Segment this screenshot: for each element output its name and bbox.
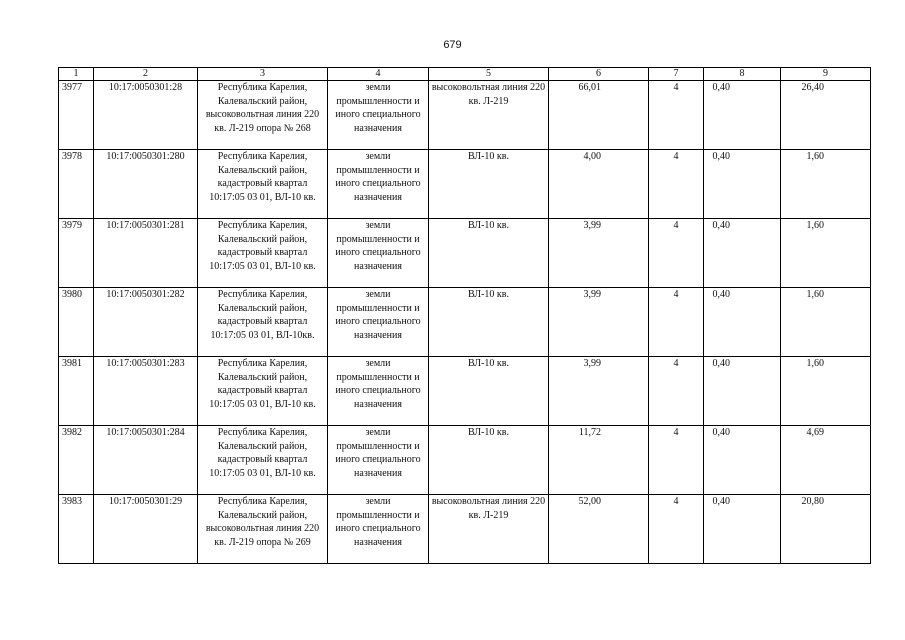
table-row (59, 357, 871, 426)
object-name-cell: ВЛ-10 кв. (429, 219, 549, 288)
rate-cell: 0,40 (704, 495, 781, 564)
coefficient-cell: 4 (649, 357, 704, 426)
rate-cell: 0,40 (704, 219, 781, 288)
coefficient-cell: 4 (649, 219, 704, 288)
rate-cell: 0,40 (704, 81, 781, 150)
object-name-cell: высоковольтная линия 220 кв. Л-219 (429, 81, 549, 150)
column-header: 8 (704, 68, 781, 81)
table-row (59, 81, 871, 150)
rate-cell: 0,40 (704, 150, 781, 219)
amount-cell: 1,60 (781, 357, 871, 426)
coefficient-cell: 4 (649, 288, 704, 357)
row-number-cell: 3981 (59, 357, 94, 426)
column-header: 6 (549, 68, 649, 81)
land-category-cell: земли промышленности и иного специального назначения (328, 288, 429, 357)
amount-cell: 1,60 (781, 219, 871, 288)
amount-cell: 1,60 (781, 150, 871, 219)
row-number-cell: 3980 (59, 288, 94, 357)
amount-cell: 26,40 (781, 81, 871, 150)
column-header: 2 (94, 68, 198, 81)
table-row (59, 495, 871, 564)
area-cell: 3,99 (549, 357, 649, 426)
cadastral-number-cell: 10:17:0050301:28 (94, 81, 198, 150)
coefficient-cell: 4 (649, 81, 704, 150)
address-cell: Республика Карелия, Калевальский район, высоковольтная линия 220 кв. Л-219 опора № 269 (198, 495, 328, 564)
address-cell: Республика Карелия, Калевальский район, высоковольтная линия 220 кв. Л-219 опора № 268 (198, 81, 328, 150)
area-cell: 3,99 (549, 288, 649, 357)
object-name-cell: ВЛ-10 кв. (429, 288, 549, 357)
land-category-cell: земли промышленности и иного специального назначения (328, 495, 429, 564)
cadastral-number-cell: 10:17:0050301:282 (94, 288, 198, 357)
amount-cell: 4,69 (781, 426, 871, 495)
table-header-row (59, 68, 871, 81)
row-number-cell: 3978 (59, 150, 94, 219)
cadastral-number-cell: 10:17:0050301:280 (94, 150, 198, 219)
row-number-cell: 3977 (59, 81, 94, 150)
area-cell: 3,99 (549, 219, 649, 288)
column-header: 7 (649, 68, 704, 81)
column-header: 9 (781, 68, 871, 81)
area-cell: 4,00 (549, 150, 649, 219)
table-row (59, 288, 871, 357)
address-cell: Республика Карелия, Калевальский район, кадастровый квартал 10:17:05 03 01, ВЛ-10 кв. (198, 219, 328, 288)
rate-cell: 0,40 (704, 357, 781, 426)
column-header: 1 (59, 68, 94, 81)
coefficient-cell: 4 (649, 426, 704, 495)
column-header: 3 (198, 68, 328, 81)
land-category-cell: земли промышленности и иного специального назначения (328, 426, 429, 495)
area-cell: 52,00 (549, 495, 649, 564)
land-category-cell: земли промышленности и иного специального назначения (328, 81, 429, 150)
amount-cell: 20,80 (781, 495, 871, 564)
table-row (59, 150, 871, 219)
land-register-table (58, 67, 871, 564)
row-number-cell: 3979 (59, 219, 94, 288)
rate-cell: 0,40 (704, 288, 781, 357)
address-cell: Республика Карелия, Калевальский район, кадастровый квартал 10:17:05 03 01, ВЛ-10 кв. (198, 150, 328, 219)
land-category-cell: земли промышленности и иного специального назначения (328, 219, 429, 288)
land-category-cell: земли промышленности и иного специального назначения (328, 357, 429, 426)
object-name-cell: ВЛ-10 кв. (429, 150, 549, 219)
column-header: 4 (328, 68, 429, 81)
object-name-cell: высоковольтная линия 220 кв. Л-219 (429, 495, 549, 564)
address-cell: Республика Карелия, Калевальский район, кадастровый квартал 10:17:05 03 01, ВЛ-10 кв. (198, 426, 328, 495)
cadastral-number-cell: 10:17:0050301:281 (94, 219, 198, 288)
area-cell: 11,72 (549, 426, 649, 495)
column-header: 5 (429, 68, 549, 81)
cadastral-number-cell: 10:17:0050301:283 (94, 357, 198, 426)
object-name-cell: ВЛ-10 кв. (429, 357, 549, 426)
object-name-cell: ВЛ-10 кв. (429, 426, 549, 495)
cadastral-number-cell: 10:17:0050301:284 (94, 426, 198, 495)
address-cell: Республика Карелия, Калевальский район, кадастровый квартал 10:17:05 03 01, ВЛ-10 кв. (198, 357, 328, 426)
address-cell: Республика Карелия, Калевальский район, кадастровый квартал 10:17:05 03 01, ВЛ-10кв. (198, 288, 328, 357)
row-number-cell: 3983 (59, 495, 94, 564)
amount-cell: 1,60 (781, 288, 871, 357)
coefficient-cell: 4 (649, 150, 704, 219)
cadastral-number-cell: 10:17:0050301:29 (94, 495, 198, 564)
land-category-cell: земли промышленности и иного специального назначения (328, 150, 429, 219)
page-number: 679 (443, 39, 462, 51)
area-cell: 66,01 (549, 81, 649, 150)
table-row (59, 219, 871, 288)
table-row (59, 426, 871, 495)
rate-cell: 0,40 (704, 426, 781, 495)
coefficient-cell: 4 (649, 495, 704, 564)
row-number-cell: 3982 (59, 426, 94, 495)
